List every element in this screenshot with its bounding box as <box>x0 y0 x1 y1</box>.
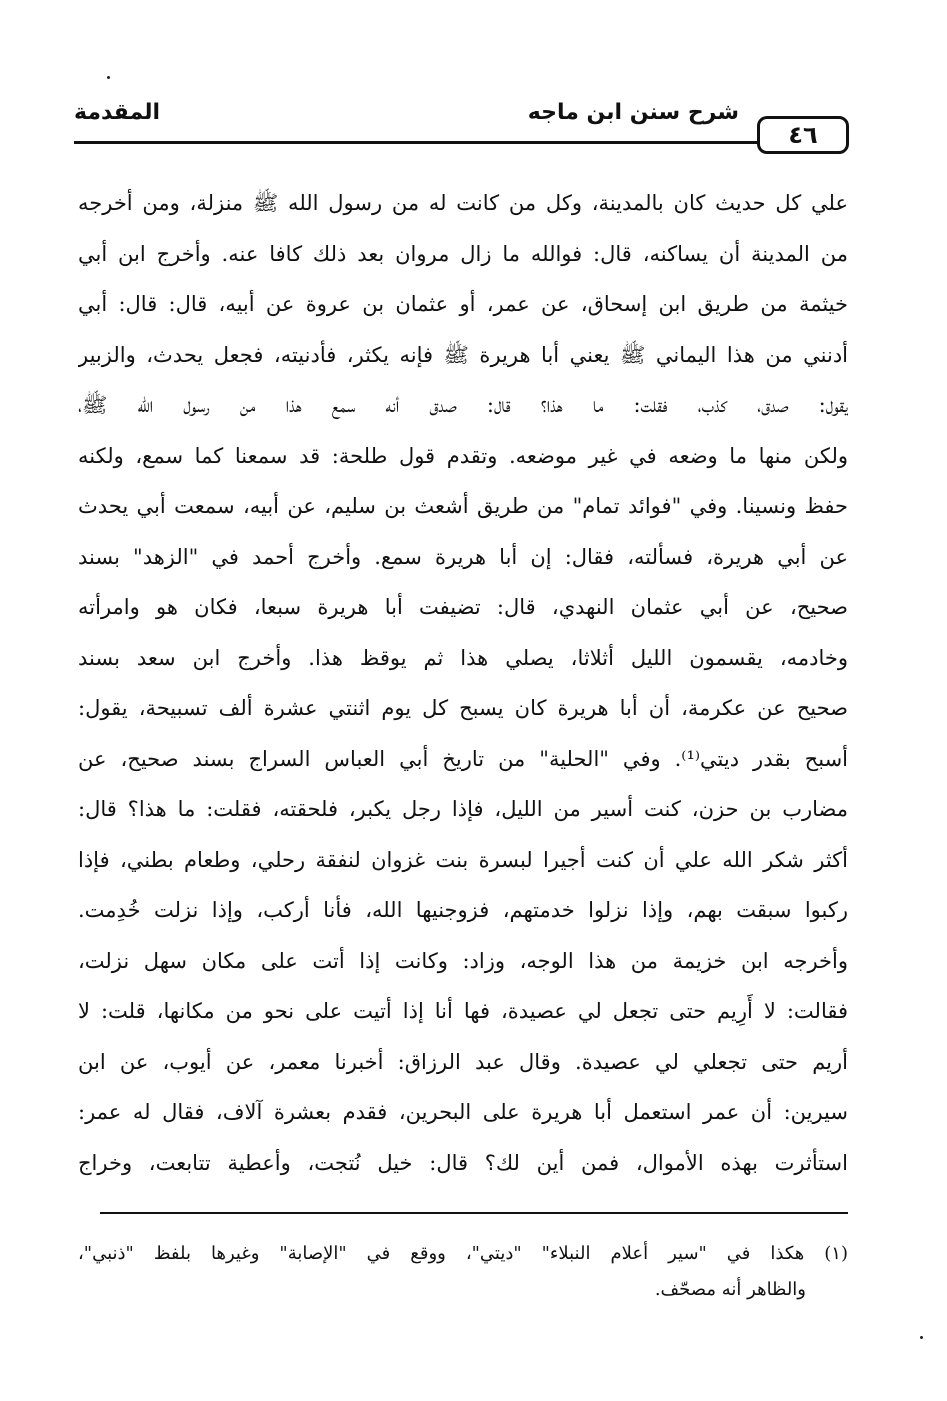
text-line: عن أبي هريرة، فسألته، فقال: إن أبا هريرة سمع. وأخرج أحمد في "الزهد" بسند <box>78 544 848 569</box>
text-line: يقول: صدق، كذب، فقلت: ما هذا؟ قال: صدق أنه سمع هذا من رسول الله ﷺ، <box>78 393 848 417</box>
section-title: المقدمة <box>74 100 161 125</box>
text-line: وخادمه، يقسمون الليل أثلاثا، يصلي هذا ثم يوقظ هذا. وأخرج ابن سعد بسند <box>78 645 848 670</box>
text-line: وأخرجه ابن خزيمة من هذا الوجه، وزاد: وكانت إذا أتت على مكان سهل نزلت، <box>78 948 848 973</box>
text-line: أريم حتى تجعلي لي عصيدة. وقال عبد الرزاق: أخبرنا معمر، عن أيوب، عن ابن <box>78 1049 848 1074</box>
body-text <box>78 178 848 1188</box>
text-line: صحيح عن عكرمة، أن أبا هريرة كان يسبح كل يوم اثنتي عشرة ألف تسبيحة، يقول: <box>78 696 848 720</box>
text-line: استأثرت بهذه الأموال، فمن أين لك؟ قال: خيل نُتجت، وأعطية تتابعت، وخراج <box>78 1150 848 1175</box>
text-line: حفظ ونسينا. وفي "فوائد تمام" من طريق أشعث بن سليم، عن أبيه، سمعت أبي يحدث <box>78 494 848 518</box>
text-line: ولكن منها ما وضعه في غير موضعه. وتقدم قول طلحة: قد سمعنا كما سمع، ولكنه <box>78 443 848 468</box>
text-line: أسبح بقدر ديتي⁽¹⁾. وفي "الحلية" من تاريخ أبي العباس السراج بسند صحيح، عن <box>78 746 848 771</box>
text-line: ركبوا سبقت بهم، وإذا نزلوا خدمتهم، فزوجنيها الله، فأنا أركب، وإذا نزلت خُدِمت. <box>78 898 848 922</box>
text-line: أكثر شكر الله علي أن كنت أجيرا لبسرة بنت غزوان لنفقة رحلي، وطعام بطني، فإذا <box>78 847 848 872</box>
text-line: سيرين: أن عمر استعمل أبا هريرة على البحرين، فقدم بعشرة آلاف، فقال له عمر: <box>78 1100 848 1124</box>
footnotes <box>78 1236 848 1308</box>
footnote-line: والظاهر أنه مصحّف. <box>654 1279 806 1300</box>
text-line: مضارب بن حزن، كنت أسير من الليل، فإذا رجل يكبر، فلحقته، فقلت: ما هذا؟ قال: <box>78 797 848 821</box>
page-header <box>74 96 849 166</box>
book-title: شرح سنن ابن ماجه <box>527 100 739 125</box>
text-line: فقالت: لا أَرِيم حتى تجعل لي عصيدة، فها أنا إذا أتيت على نحو من مكانها، قلت: لا <box>78 999 848 1023</box>
text-line: صحيح، عن أبي عثمان النهدي، قال: تضيفت أبا هريرة سبعا، فكان هو وامرأته <box>78 595 848 619</box>
header-rule <box>74 141 769 144</box>
text-line: خيثمة من طريق ابن إسحاق، عن عمر، أو عثمان بن عروة عن أبيه، قال: قال: أبي <box>78 292 848 316</box>
scan-speck <box>107 76 110 79</box>
footnote-line: (١) هكذا في "سير أعلام النبلاء" "ديتي"، ووقع في "الإصابة" وغيرها بلفظ "ذنبي"، <box>78 1243 848 1264</box>
footnote-separator <box>100 1212 848 1214</box>
text-line: من المدينة أن يساكنه، قال: فوالله ما زال مروان بعد ذلك كافا عنه. وأخرج ابن أبي <box>78 241 848 266</box>
page-number: ٤٦ <box>788 121 818 149</box>
text-line: أدنني من هذا اليماني ﷺ يعني أبا هريرة ﷺ فإنه يكثر، فأدنيته، فجعل يحدث، والزبير <box>78 342 848 367</box>
page-number-frame <box>757 116 849 154</box>
text-line: علي كل حديث كان بالمدينة، وكل من كانت له من رسول الله ﷺ منزلة، ومن أخرجه <box>78 191 848 215</box>
scan-speck <box>920 1336 923 1339</box>
